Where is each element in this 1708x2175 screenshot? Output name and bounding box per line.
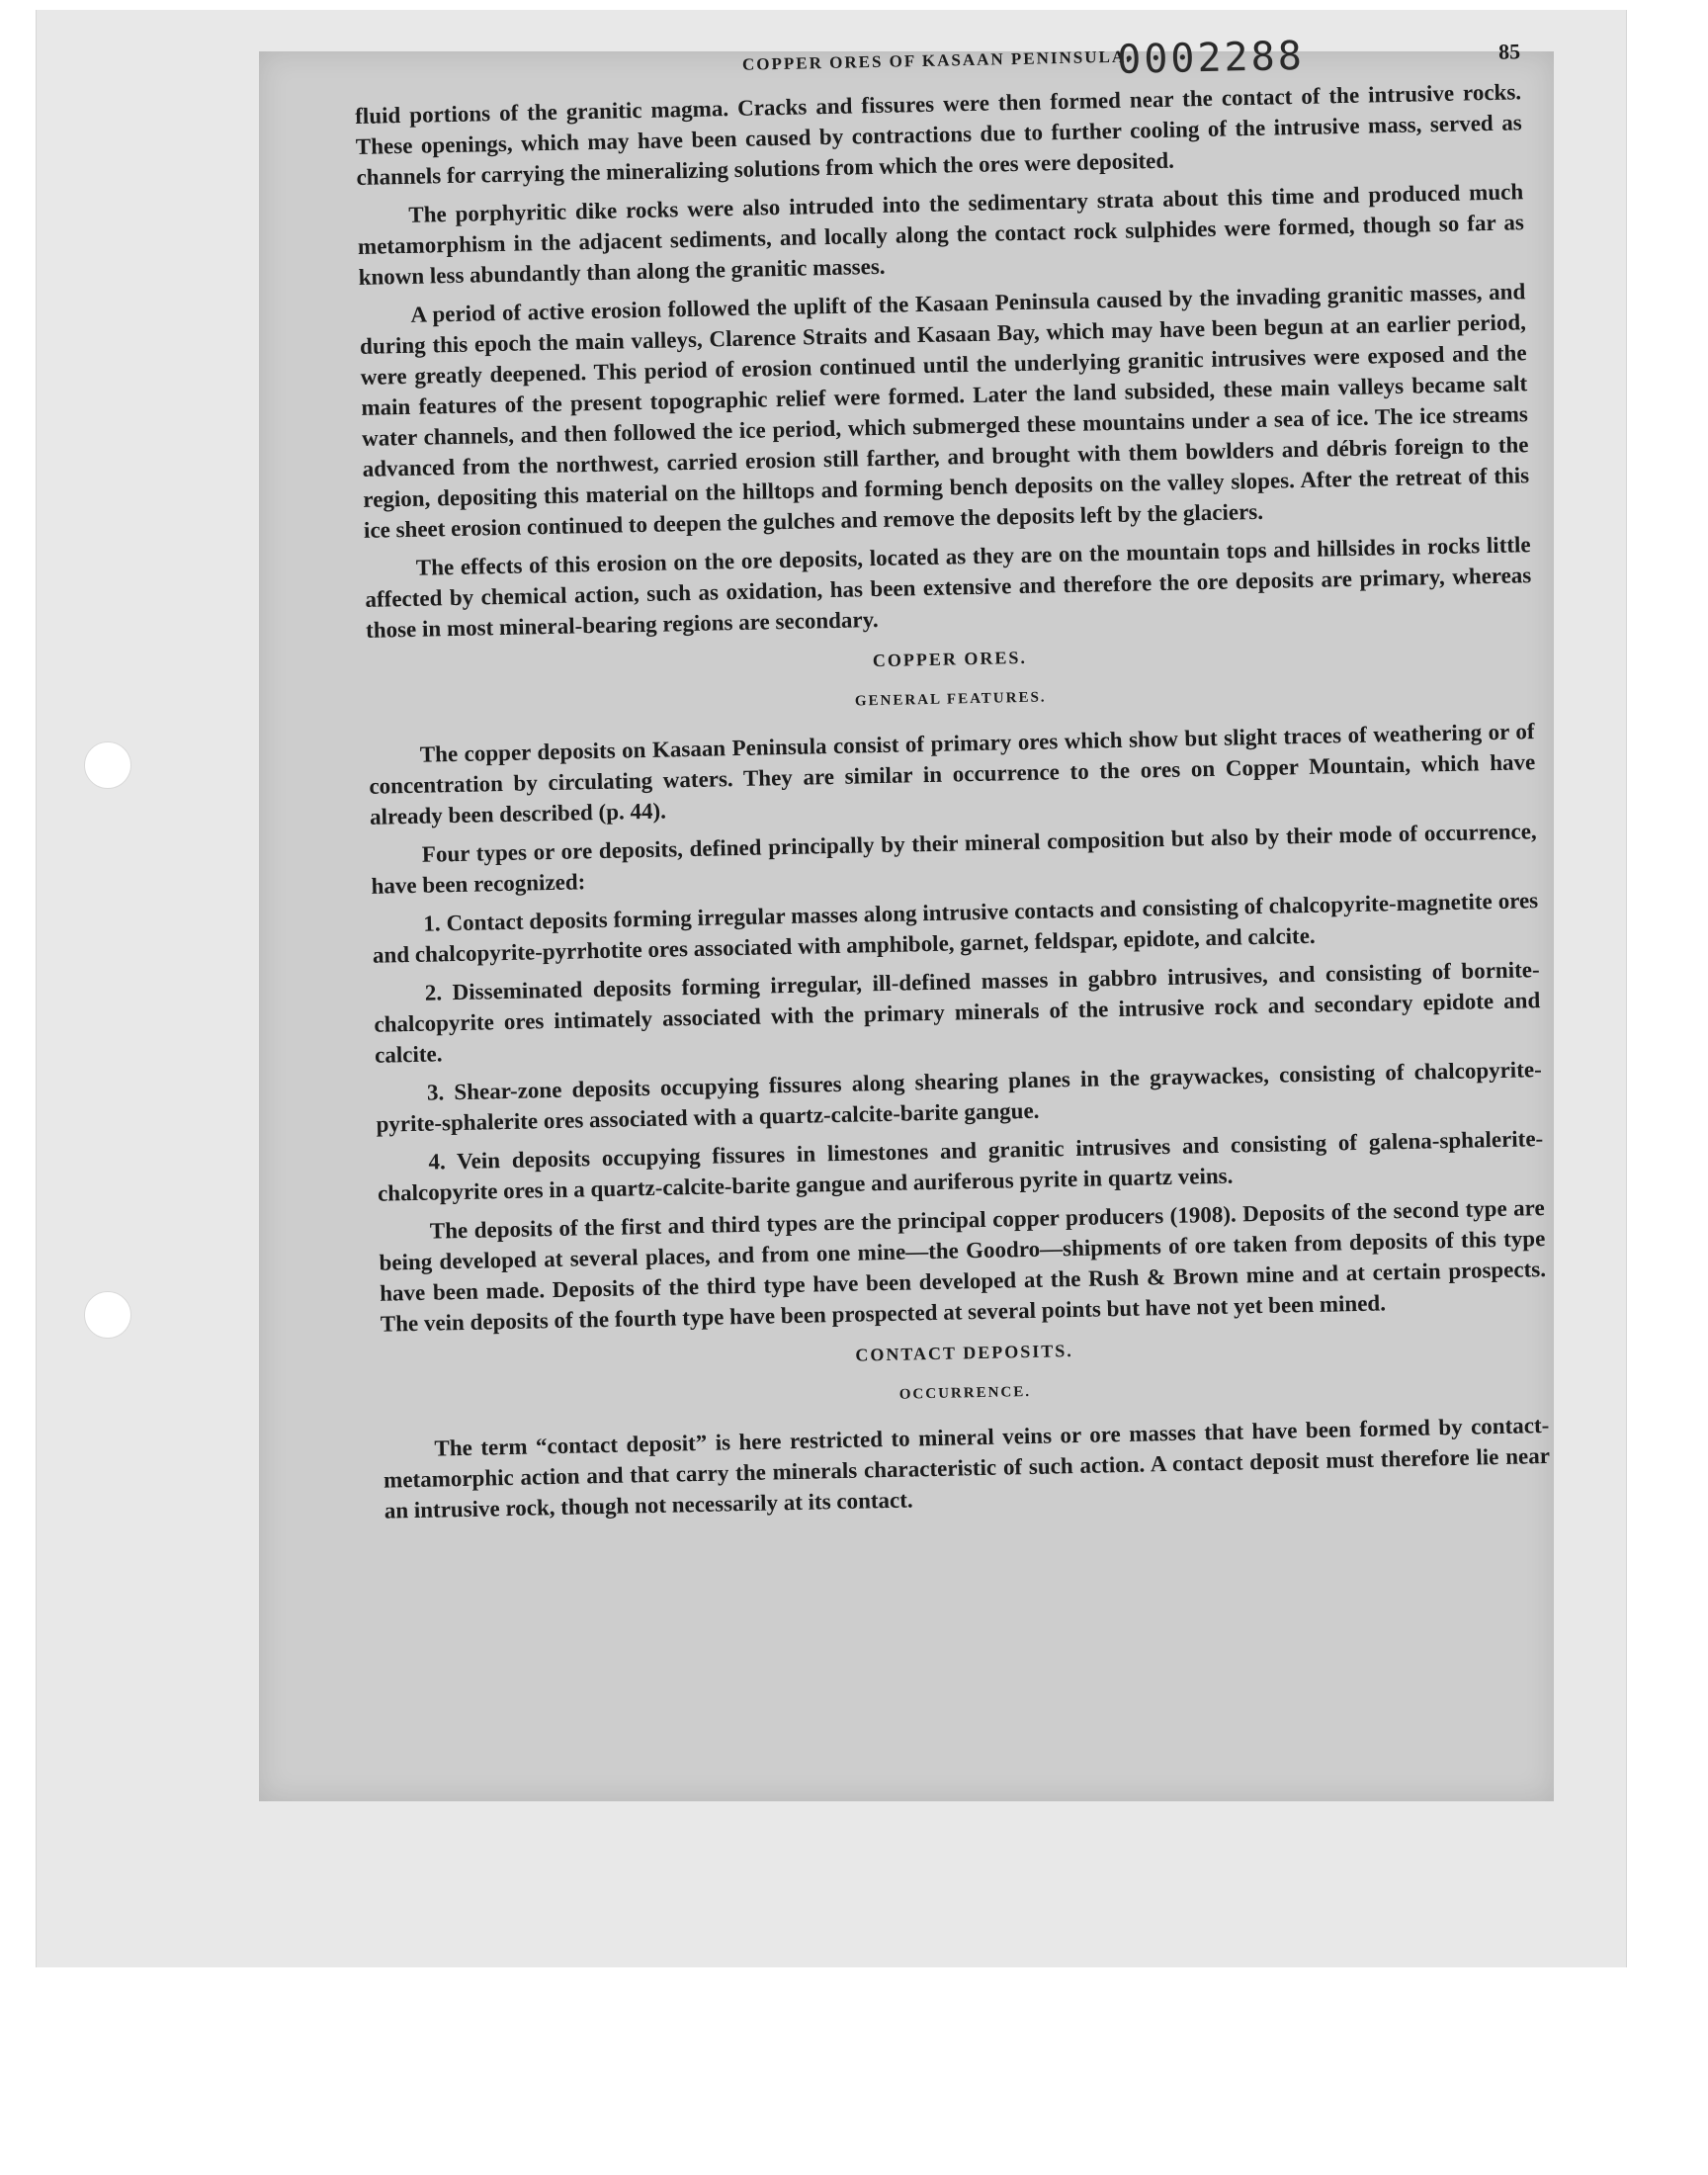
paragraph-erosion: A period of active erosion followed the uplift of the Kasaan Peninsula caused by the invading granitic masses, and during this epoch the main valleys, Clarence Straits and Kasaan Bay, which may have been begun at an earlier period, were greatly deepened. This period of erosion continued until the underlying granitic intrusives were exposed and the main features of the present topographic relief were formed. Later the land subsided, these main valleys became salt water channels, and then followed the ice period, which submerged these mountains under a sea of ice. The ice streams advanced from the northwest, carried erosion still farther, and brought with them bowlders and débris foreign to the region, depositing this material on the hilltops and forming bench deposits on the valley slopes. After the retreat of this ice sheet erosion continued to deepen the gulches and remove the deposits left by the glaciers. [359, 279, 1530, 543]
list-item-disseminated: 2. Disseminated deposits forming irregular, ill-defined masses in gabbro intrusives, and consisting of bornite-chalcopyrite ores intimately associated with the primary minerals of the intrusive rock and secondary epidote and calcite. [374, 957, 1541, 1068]
paragraph-intro: fluid portions of the granitic magma. Cracks and fissures were then formed near the contact of the intrusive rocks. These openings, which may have been caused by contractions due to further cooling of the intrusive mass, served as channels for carrying the mineralizing solutions from which the ores were deposited. [354, 79, 1522, 190]
list-item-vein: 4. Vein deposits occupying fissures in limestones and granitic intrusives and consisting of galena-sphalerite-chalcopyrite ores in a quartz-calcite-barite gangue and auriferous pyrite in quartz veins. [377, 1126, 1544, 1206]
paragraph-four-types: Four types or ore deposits, defined principally by their mineral composition but also by their mode of occurrence, have been recognized: [371, 819, 1537, 899]
list-item-contact: 1. Contact deposits forming irregular masses along intrusive contacts and consisting of chalcopyrite-magnetite ores and chalcopyrite-pyrrhotite ores associated with amphibole, garnet, feldspar, epidote, and calcite. [372, 888, 1539, 968]
paragraph-dike-rocks: The porphyritic dike rocks were also intruded into the sedimentary strata about this time and produced much metamorphism in the adjacent sediments, and locally along the contact rock sulphides were formed, though so far as known less abundantly than along the granitic masses. [357, 179, 1525, 290]
paragraph-copper-deposits: The copper deposits on Kasaan Peninsula consist of primary ores which show but slight traces of weathering or of concentration by circulating waters. They are similar in occurrence to the ores on Copper Mountain, which have already been described (p. 44). [369, 719, 1536, 829]
page-number: 85 [1497, 39, 1521, 64]
page-text [354, 33, 1551, 1533]
subheading-general-features: GENERAL FEATURES. [854, 689, 1047, 710]
binder-hole-top [84, 741, 131, 789]
list-item-shear-zone: 3. Shear-zone deposits occupying fissures along shearing planes in the graywackes, consisting of chalcopyrite-pyrite-sphalerite ores associated with a quartz-calcite-barite gangue. [376, 1057, 1542, 1137]
paragraph-producers: The deposits of the first and third types are the principal copper producers (1908). Deposits of the second type are being developed at several places, and from one mine—the Goodro—shipments of ore taken from deposits of this type have been made. Deposits of the third type have been developed at the Rush & Brown mine and at certain prospects. The vein deposits of the fourth type have been prospected at several points but have not yet been mined. [379, 1195, 1547, 1337]
paragraph-contact-definition: The term “contact deposit” is here restricted to mineral veins or ore masses that have been formed by contact-metamorphic action and that carry the minerals characteristic of such action. A contact deposit must therefore lie near an intrusive rock, though not necessarily at its contact. [383, 1412, 1551, 1523]
paragraph-effects: The effects of this erosion on the ore deposits, located as they are on the mountain tops and hillsides in rocks little affected by chemical action, such as oxidation, has been extensive and therefore the ore deposits are primary, whereas those in most mineral-bearing regions are secondary. [365, 532, 1532, 643]
running-head-title: COPPER ORES OF KASAAN PENINSULA. [741, 46, 1133, 74]
heading-contact-deposits: CONTACT DEPOSITS. [855, 1341, 1073, 1365]
subheading-occurrence: OCCURRENCE. [898, 1383, 1032, 1403]
heading-copper-ores: COPPER ORES. [872, 647, 1028, 671]
stamp-number: 0002288 [1116, 33, 1306, 83]
binder-hole-bottom [84, 1291, 131, 1339]
